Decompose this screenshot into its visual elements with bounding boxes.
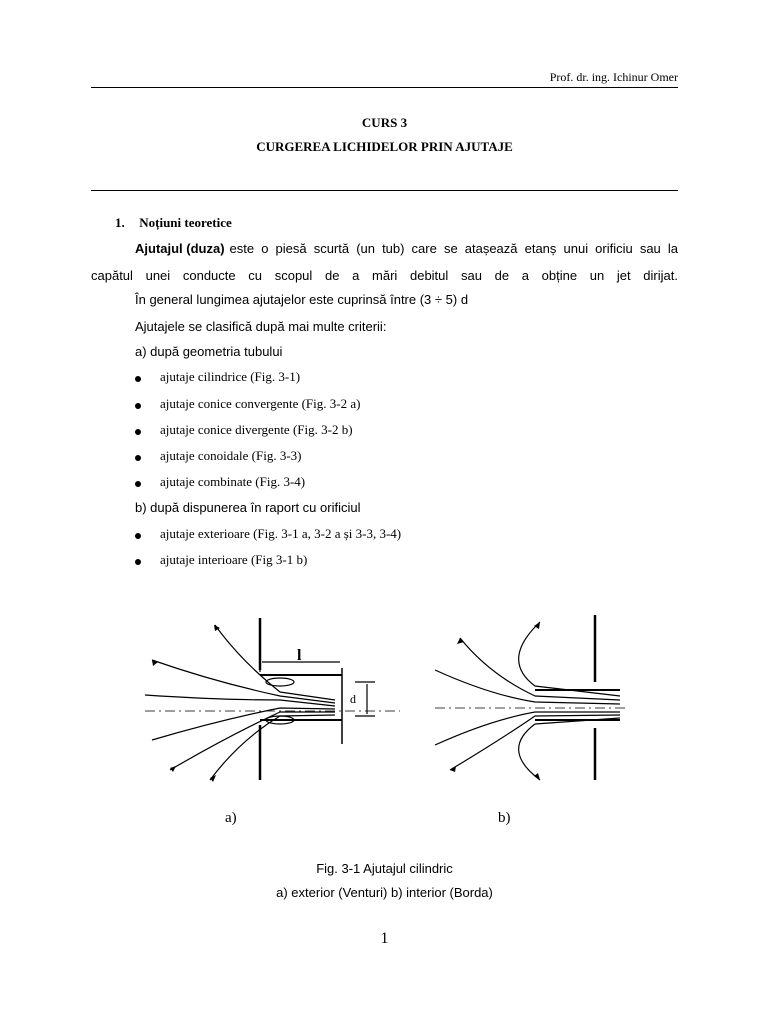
- title-rule: [91, 190, 678, 191]
- bullet-icon: [135, 429, 141, 435]
- definition-text-1: este o piesă scurtă (un tub) care se atașează etanș unui orificiu sau la: [229, 241, 678, 256]
- course-subject: CURGEREA LICHIDELOR PRIN AJUTAJE: [256, 139, 513, 154]
- bullet-icon: [135, 533, 141, 539]
- length-sentence: În general lungimea ajutajelor este cuprinsă între (3 ÷ 5) d: [135, 292, 469, 307]
- course-title: CURS 3: [361, 115, 408, 130]
- bullet-icon: [135, 559, 141, 565]
- figure-3-1: [130, 600, 630, 840]
- length-label: l: [297, 647, 302, 664]
- diameter-label: d: [350, 692, 356, 706]
- criterion-a: a) după geometria tubului: [135, 344, 283, 359]
- classification-intro: Ajutajele se clasifică după mai multe criterii:: [135, 319, 387, 334]
- document-page: Prof. dr. ing. Ichinur Omer CURS 3 CURGEREA LICHIDELOR PRIN AJUTAJE 1. Noțiuni teoretice Ajutajul (duza) este o piesă scurtă (un tub) care se atașează etanș unui orificiu sau la capătul unei conducte cu scopul de a mări debitul sau de a obține un jet dirijat. În general lungimea ajutajelor este cuprinsă între (3 ÷ 5) d Ajutajele se clasifică după mai multe criterii: a) după geometria tubului ajutaje cilindrice (Fig. 3-1) ajutaje conice convergente (Fig. 3-2 a) ajutaje conice divergente (Fig. 3-2 b) ajutaje conoidale (Fig. 3-3) ajutaje combinate (Fig. 3-4) b) după dispunerea în raport cu orificiul ajutaje exterioare (Fig. 3-1 a, 3-2 a și 3-3, 3-4) ajutaje interioare (Fig 3-1 b) l d a) b) Fig. 3-1 Ajutajul cilindric a) exterior (Venturi) b) interior (Borda) 1: [91, 70, 678, 947]
- panel-a-label: a): [225, 810, 237, 826]
- header-rule: [91, 87, 678, 88]
- figure-caption-line-2: a) exterior (Venturi) b) interior (Borda): [276, 885, 493, 900]
- section-title: Noțiuni teoretice: [139, 215, 232, 230]
- figure-b-drawing: [435, 615, 625, 780]
- bullet-icon: [135, 481, 141, 487]
- page-number: 1: [380, 930, 389, 947]
- bullet-icon: [135, 376, 141, 382]
- section-number: 1.: [115, 215, 125, 230]
- header-author: Prof. dr. ing. Ichinur Omer: [549, 70, 678, 84]
- criterion-b: b) după dispunerea în raport cu orificiul: [135, 500, 361, 515]
- panel-b-label: b): [498, 810, 511, 826]
- bullet-icon: [135, 403, 141, 409]
- definition-line-1: [135, 241, 678, 256]
- definition-term: Ajutajul (duza): [135, 241, 225, 256]
- figure-a-drawing: [145, 618, 400, 780]
- section-heading: [115, 215, 232, 231]
- definition-line-2: capătul unei conducte cu scopul de a mări debitul sau de a obține un jet dirijat.: [91, 268, 678, 283]
- figure-a-arrows: [152, 625, 220, 782]
- figure-caption-line-1: Fig. 3-1 Ajutajul cilindric: [316, 861, 453, 876]
- bullet-icon: [135, 455, 141, 461]
